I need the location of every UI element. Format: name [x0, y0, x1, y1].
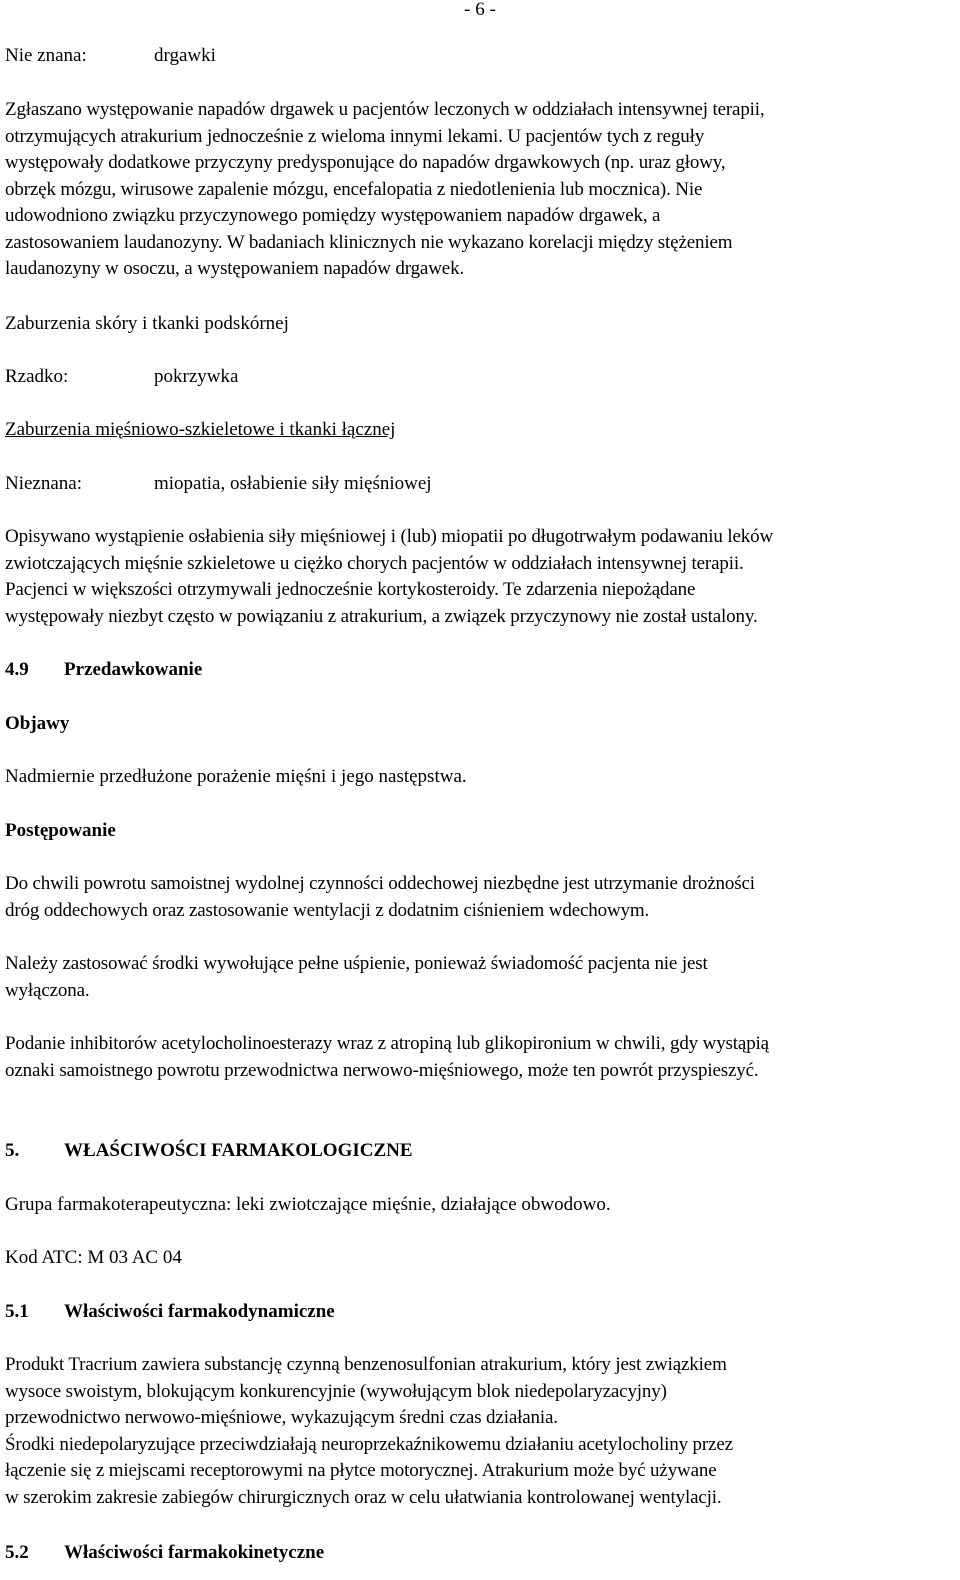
- adverse-effect: pokrzywka: [154, 366, 239, 387]
- management-paragraph-1: Do chwili powrotu samoistnej wydolnej czynności oddechowej niezbędne jest utrzymanie drożności dróg oddechowych oraz zastosowanie wentylacji z dodatnim ciśnieniem wdechowym.: [5, 873, 755, 921]
- section-number: 4.9: [5, 659, 29, 680]
- management-heading: Postępowanie: [5, 820, 116, 841]
- frequency-label: Nie znana:: [5, 45, 87, 66]
- section-4-9-heading: [5, 657, 954, 684]
- section-title: Właściwości farmakodynamiczne: [64, 1301, 335, 1322]
- page-number: - 6 -: [464, 0, 496, 20]
- section-number: 5.2: [5, 1542, 29, 1563]
- pharmacodynamics-paragraph: Produkt Tracrium zawiera substancję czynną benzenosulfonian atrakurium, który jest związkiem wysoce swoistym, blokującym konkurencyjnie (wywołującym blok niedepolaryzacyjny) przewodnictwo nerwowo-mięśniowe, wykazującym średni czas działania. Środki niedepolaryzujące przeciwdziałają neuroprzekaźnikowemu działaniu acetylocholiny przez łączenie się z miejscami receptorowymi na płytce motorycznej. Atrakurium może być używane w szerokim zakresie zabiegów chirurgicznych oraz w celu ułatwiania kontrolowanej wentylacji.: [5, 1354, 733, 1508]
- section-title: WŁAŚCIWOŚCI FARMAKOLOGICZNE: [64, 1140, 413, 1161]
- management-paragraph-2: Należy zastosować środki wywołujące pełne uśpienie, ponieważ świadomość pacjenta nie jest wyłączona.: [5, 953, 708, 1001]
- adverse-effect: drgawki: [154, 45, 216, 66]
- pharmacotherapeutic-group: Grupa farmakoterapeutyczna: leki zwiotczające mięśnie, działające obwodowo.: [5, 1194, 611, 1215]
- seizures-paragraph: Zgłaszano występowanie napadów drgawek u pacjentów leczonych w oddziałach intensywnej terapii, otrzymujących atrakurium jednocześnie z wieloma innymi lekami. U pacjentów tych z reguły występowały dodatkowe przyczyny predysponujące do napadów drgawkowych (np. uraz głowy, obrzęk mózgu, wirusowe zapalenie mózgu, encefalopatia z niedotlenienia lub mocznica). Nie udowodniono związku przyczynowego pomiędzy występowaniem napadów drgawek, a zastosowaniem laudanozyny. W badaniach klinicznych nie wykazano korelacji między stężeniem laudanozyny w osoczu, a występowaniem napadów drgawek.: [5, 99, 765, 279]
- frequency-label: Rzadko:: [5, 366, 69, 387]
- section-5-1-heading: [5, 1299, 954, 1326]
- section-5-2-heading: [5, 1540, 954, 1567]
- symptoms-heading: Objawy: [5, 713, 70, 734]
- section-5-heading: [5, 1138, 954, 1165]
- section-number: 5.1: [5, 1301, 29, 1322]
- atc-code: Kod ATC: M 03 AC 04: [5, 1247, 182, 1268]
- musculo-heading: Zaburzenia mięśniowo-szkieletowe i tkanki łącznej: [5, 419, 396, 440]
- section-number: 5.: [5, 1140, 20, 1161]
- section-title: Właściwości farmakokinetyczne: [64, 1542, 325, 1563]
- frequency-label: Nieznana:: [5, 473, 83, 494]
- section-title: Przedawkowanie: [64, 659, 203, 680]
- management-paragraph-3: Podanie inhibitorów acetylocholinoesterazy wraz z atropiną lub glikopironium w chwili, gdy wystąpią oznaki samoistnego powrotu przewodnictwa nerwowo-mięśniowego, może ten powrót przyspieszyć.: [5, 1033, 769, 1081]
- symptoms-text: Nadmiernie przedłużone porażenie mięśni i jego następstwa.: [5, 766, 467, 787]
- adverse-effect: miopatia, osłabienie siły mięśniowej: [154, 473, 432, 494]
- skin-heading: Zaburzenia skóry i tkanki podskórnej: [5, 313, 289, 334]
- musculo-paragraph: Opisywano wystąpienie osłabienia siły mięśniowej i (lub) miopatii po długotrwałym podawaniu leków zwiotczających mięśnie szkieletowe u ciężko chorych pacjentów w oddziałach intensywnej terapii. Pacjenci w większości otrzymywali jednocześnie kortykosteroidy. Te zdarzenia niepożądane występowały niezbyt często w powiązaniu z atrakurium, a związek przyczynowy nie został ustalony.: [5, 526, 774, 627]
